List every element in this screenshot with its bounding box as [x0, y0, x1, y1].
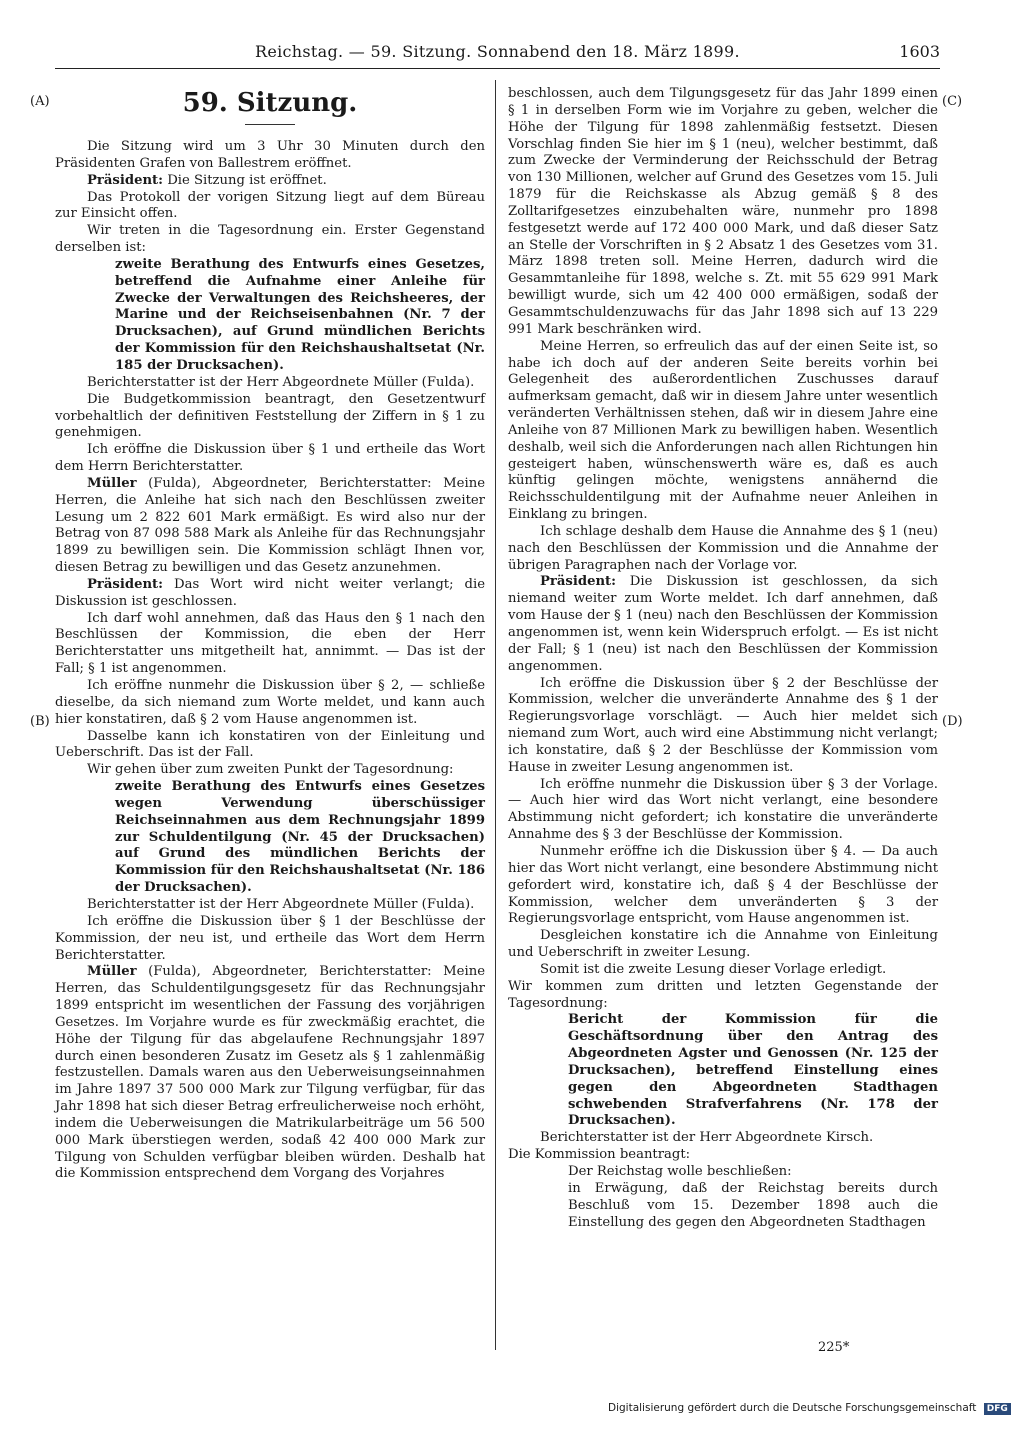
paragraph: Ich eröffne die Diskussion über § 1 der Beschlüsse der Kommission, der neu ist, und ertheile das Wort dem Herrn Berichterstatter.: [55, 913, 485, 963]
title-rule: [245, 124, 295, 125]
right-column: [508, 86, 938, 1231]
header-title: Reichstag. — 59. Sitzung. Sonnabend den 18. März 1899.: [255, 42, 740, 61]
paragraph: beschlossen, auch dem Tilgungsgesetz für das Jahr 1899 einen § 1 in derselben Form wie im Vorjahre zu geben, welcher die Höhe der Tilgung für 1898 zahlenmäßig festsetzt. Diesen Vorschlag finden Sie hier im § 1 (neu), welcher bestimmt, daß zum Zwecke der Verminderung der Reichsschuld der Betrag von 130 Millionen, welcher auf Grund des Gesetzes vom 15. Juli 1879 für die Reichskasse als Abzug gemäß § 8 des Zolltarifgesetzes einzubehalten wäre, nunmehr pro 1898 festgesetzt werde auf 172 400 000 Mark, und daß dieser Satz an Stelle der Vorschriften in § 2 Absatz 1 des Gesetzes vom 31. März 1898 treten soll. Meine Herren, dadurch wird die Gesammtanleihe für 1898, welche s. Zt. mit 55 629 991 Mark bewilligt wurde, sich um 42 400 000 ermäßigen, sodaß der Gesammtschuldenzuwachs für das Jahr 1898 sich auf 13 229 991 Mark beschränken wird.: [508, 86, 938, 337]
margin-marker-a: (A): [30, 94, 50, 109]
paragraph: Berichterstatter ist der Herr Abgeordnete Müller (Fulda).: [87, 374, 475, 390]
paragraph: Wir treten in die Tagesordnung ein. Erster Gegenstand derselben ist:: [55, 223, 485, 256]
signature-mark: 225*: [818, 1340, 850, 1355]
paragraph: Der Reichstag wolle beschließen:: [568, 1164, 792, 1179]
funding-note: Digitalisierung gefördert durch die Deutsche Forschungsgemeinschaft: [608, 1402, 977, 1414]
paragraph: Ich darf wohl annehmen, daß das Haus den § 1 nach den Beschlüssen der Kommission, die eben der Herr Berichterstatter uns mitgetheilt hat, annimmt. — Das ist der Fall; § 1 ist angenommen.: [55, 610, 485, 677]
paragraph: Die Kommission beantragt:: [508, 1147, 691, 1163]
column-divider: [495, 80, 496, 1350]
paragraph: Ich eröffne nunmehr die Diskussion über § 2, — schließe dieselbe, da sich niemand zum Worte meldet, und kann auch hier konstatiren, daß § 2 vom Hause angenommen ist.: [55, 678, 485, 727]
margin-marker-b: (B): [30, 714, 50, 729]
agenda-item: Bericht der Kommission für die Geschäftsordnung über den Antrag des Abgeordneten Agster und Genossen (Nr. 125 der Drucksachen), betreffend Einstellung eines gegen den Abgeordneten Stadthagen schwebenden Strafverfahrens (Nr. 178 der Drucksachen).: [568, 1012, 938, 1129]
paragraph: Wir gehen über zum zweiten Punkt der Tagesordnung:: [87, 762, 454, 778]
paragraph: Desgleichen konstatire ich die Annahme von Einleitung und Ueberschrift in zweiter Lesung.: [508, 928, 938, 961]
paragraph: Müller (Fulda), Abgeordneter, Berichterstatter: Meine Herren, das Schuldentilgungsgesetz für das Rechnungsjahr 1899 entspricht im wesentlichen der Fassung des vorjährigen Gesetzes. Im Vorjahre wurde es für zweckmäßig erachtet, die Höhe der Tilgung für das abgelaufene Rechnungsjahr 1897 durch einen besonderen Zusatz im Gesetz als § 1 zahlenmäßig festzustellen. Damals waren aus den Ueberweisungseinnahmen im Jahre 1897 37 500 000 Mark zur Tilgung verfügbar, für das Jahr 1898 hat sich dieser Betrag erfreulicherweise noch erhöht, indem die Ueberweisungen die Matrikularbeiträge um 56 500 000 Mark überstiegen werden, sodaß 42 400 000 Mark zur Tilgung von Schulden verfügbar bleiben würden. Deshalb hat die Kommission entsprechend dem Vorgang des Vorjahres: [55, 964, 485, 1182]
paragraph: Ich eröffne die Diskussion über § 1 und ertheile das Wort dem Herrn Berichterstatter.: [55, 442, 485, 475]
paragraph: Berichterstatter ist der Herr Abgeordnete Müller (Fulda).: [87, 896, 475, 912]
paragraph: Berichterstatter ist der Herr Abgeordnete Kirsch.: [540, 1130, 874, 1146]
paragraph: Müller (Fulda), Abgeordneter, Berichterstatter: Meine Herren, die Anleihe hat sich nach den Beschlüssen zweiter Lesung um 2 822 601 Mark ermäßigt. Es wird also nur der Betrag von 87 098 588 Mark als Anleihe für das Rechnungsjahr 1899 zu bewilligen sein. Die Kommission schlägt Ihnen vor, diesen Betrag zu bewilligen und das Gesetz anzunehmen.: [55, 475, 485, 576]
paragraph: Ich schlage deshalb dem Hause die Annahme des § 1 (neu) nach den Beschlüssen der Kommission und die Annahme der übrigen Paragraphen nach der Vorlage vor.: [508, 523, 938, 573]
running-header: [55, 38, 940, 69]
margin-marker-c: (C): [942, 94, 963, 109]
left-column: [55, 86, 485, 1183]
paragraph: Dasselbe kann ich konstatiren von der Einleitung und Ueberschrift. Das ist der Fall.: [55, 728, 485, 761]
paragraph: Präsident: Die Diskussion ist geschlossen, da sich niemand weiter zum Worte meldet. Ich darf annehmen, daß vom Hause der § 1 (neu) nach den Beschlüssen der Kommission angenommen ist, wenn kein Widerspruch erfolgt. — Es ist nicht der Fall; § 1 (neu) ist nach den Beschlüssen der Kommission angenommen.: [508, 574, 938, 674]
agenda-item: zweite Berathung des Entwurfs eines Gesetzes wegen Verwendung überschüssiger Reichseinnahmen aus dem Rechnungsjahr 1899 zur Schuldentilgung (Nr. 45 der Drucksachen) auf Grund des mündlichen Berichts der Kommission für den Reichshaushaltsetat (Nr. 186 der Drucksachen).: [115, 779, 485, 896]
paragraph: Präsident: Das Wort wird nicht weiter verlangt; die Diskussion ist geschlossen.: [55, 576, 485, 609]
dfg-logo: DFG: [984, 1403, 1011, 1415]
paragraph: Nunmehr eröffne ich die Diskussion über § 4. — Da auch hier das Wort nicht verlangt, eine besondere Abstimmung nicht gefordert wird, konstatire ich, daß § 4 der Beschlüsse der Kommission, welcher dem unveränderten § 3 der Regierungsvorlage entspricht, vom Hause angenommen ist.: [508, 843, 938, 927]
paragraph: Die Sitzung wird um 3 Uhr 30 Minuten durch den Präsidenten Grafen von Ballestrem eröffnet.: [55, 139, 485, 171]
paragraph: Ich eröffne nunmehr die Diskussion über § 3 der Vorlage. — Auch hier wird das Wort nicht verlangt, eine besondere Abstimmung nicht gefordert; ich konstatire die unveränderte Annahme des § 3 der Beschlüsse der Kommission.: [508, 776, 938, 843]
paragraph: Somit ist die zweite Lesung dieser Vorlage erledigt.: [540, 961, 887, 977]
paragraph: Meine Herren, so erfreulich das auf der einen Seite ist, so habe ich doch auf der anderen Seite bereits vorhin bei Gelegenheit des außerordentlichen Zuschusses darauf aufmerksam gemacht, daß wir in diesem Jahre unter wesentlich veränderten Verhältnissen stehen, daß wir in diesem Jahre eine Anleihe von 87 Millionen Mark zu bewilligen haben. Wesentlich deshalb, weil sich die Anforderungen nach allen Richtungen hin gesteigert haben, wünschenswerth wäre es, daß es auch künftig gelingen möchte, wenigstens annähernd die Reichsschuldentilgung mit der Aufnahme neuer Anleihen in Einklang zu bringen.: [508, 338, 938, 523]
agenda-item: zweite Berathung des Entwurfs eines Gesetzes, betreffend die Aufnahme einer Anleihe für Zwecke der Verwaltungen des Reichsheeres, der Marine und der Reichseisenbahnen (Nr. 7 der Drucksachen), auf Grund mündlichen Berichts der Kommission für den Reichshaushaltsetat (Nr. 185 der Drucksachen).: [115, 256, 485, 373]
paragraph: Ich eröffne die Diskussion über § 2 der Beschlüsse der Kommission, welcher die unveränderte Annahme des § 1 der Regierungsvorlage vorschlägt. — Auch hier meldet sich niemand zum Wort, auch wird eine Abstimmung nicht verlangt; ich konstatire, daß § 2 der Beschlüsse der Kommission vom Hause in zweiter Lesung angenommen ist.: [508, 675, 938, 775]
paragraph: Wir kommen zum dritten und letzten Gegenstande der Tagesordnung:: [508, 978, 938, 1011]
paragraph: Das Protokoll der vorigen Sitzung liegt auf dem Büreau zur Einsicht offen.: [55, 189, 485, 222]
page-number: 1603: [899, 42, 940, 61]
paragraph: in Erwägung, daß der Reichstag bereits durch Beschluß vom 15. Dezember 1898 auch die Einstellung des gegen den Abgeordneten Stadthagen: [568, 1180, 938, 1230]
paragraph: Präsident: Die Sitzung ist eröffnet.: [87, 172, 327, 188]
footer-note: [608, 1402, 1011, 1415]
session-title: 59. Sitzung.: [182, 88, 358, 118]
paragraph: Die Budgetkommission beantragt, den Gesetzentwurf vorbehaltlich der definitiven Feststellung der Ziffern in § 1 zu genehmigen.: [55, 391, 485, 441]
margin-marker-d: (D): [942, 714, 963, 729]
